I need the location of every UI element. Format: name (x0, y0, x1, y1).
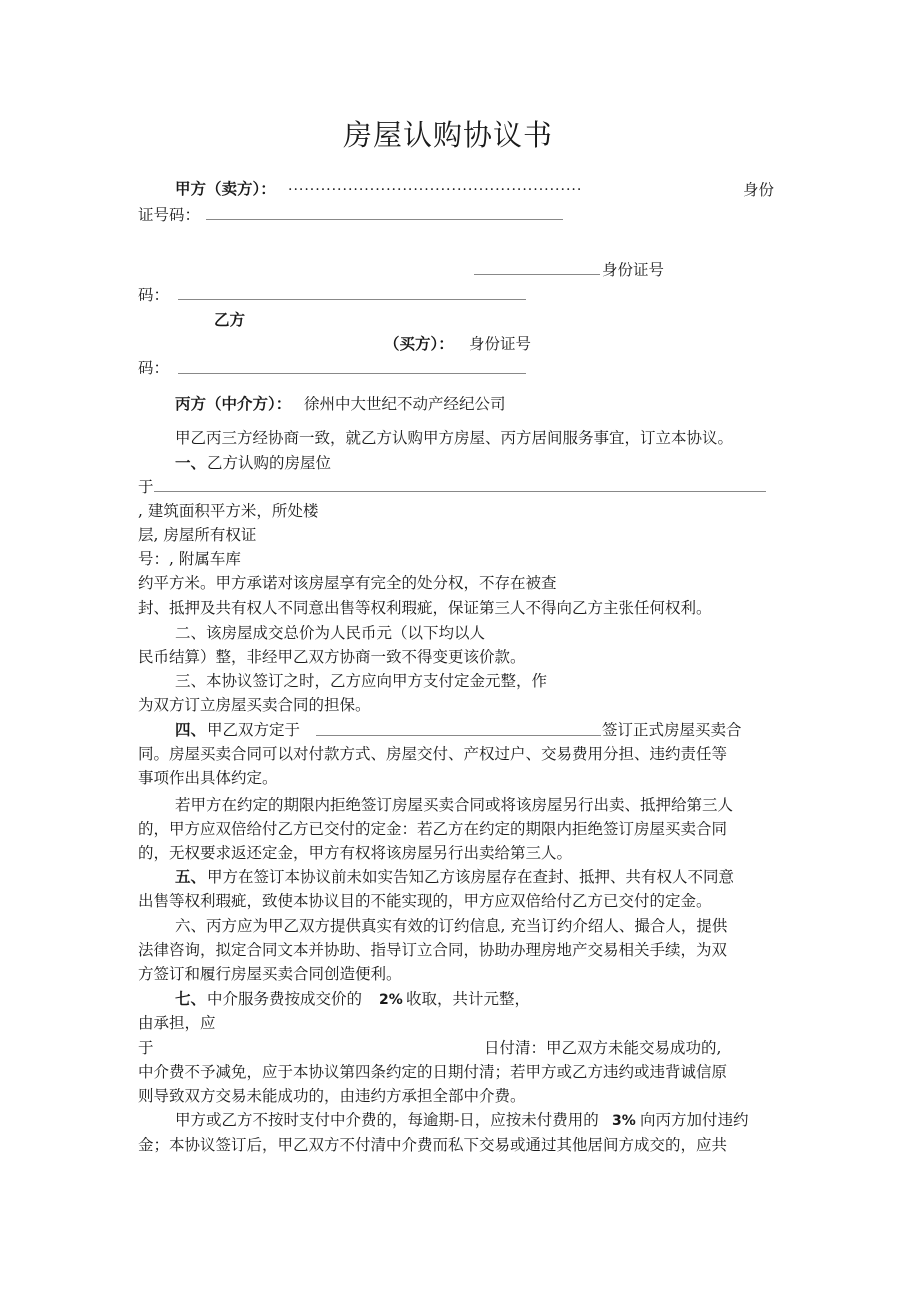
house-location-blank (154, 491, 766, 492)
section-7-p2-line-1b: 向丙方加付违约 (640, 1111, 749, 1129)
seller-id-label: 证号码： (138, 206, 201, 224)
buyer-label-part1: 乙方 (214, 310, 246, 329)
section-4-line-1: 甲乙双方定于 (207, 721, 301, 739)
section-2-line-1: 二、该房屋成交总价为人民币元（以下均以人 (175, 624, 486, 642)
section-7-line-5: 则导致双方交易未能成功的，由违约方承担全部中介费。 (138, 1087, 526, 1105)
section-3-line-2: 为双方订立房屋买卖合同的担保。 (138, 696, 371, 714)
document-title: 房屋认购协议书 (343, 118, 554, 152)
section-1-yu: 于 (138, 478, 154, 496)
section-4-number: 四、 (175, 720, 207, 739)
section-5-number: 五、 (175, 867, 207, 886)
section-1-line-5: 约平方米。甲方承诺对该房屋享有完全的处分权，不存在被查 (138, 574, 557, 592)
section-7-line-1a: 中介服务费按成交价的 (207, 990, 363, 1008)
section-7-number: 七、 (175, 989, 207, 1008)
section-2-line-2: 民币结算）整，非经甲乙双方协商一致不得变更该价款。 (138, 648, 526, 666)
agent-name: 徐州中大世纪不动产经纪公司 (304, 395, 506, 413)
seller-name-blank: ...................................................... (288, 178, 583, 194)
section-4-line-3: 事项作出具体约定。 (138, 769, 278, 787)
section-7-line-2: 由承担，应 (138, 1014, 216, 1032)
section-6-line-2: 法律咨询，拟定合同文本并协助、指导订立合同，协助办理房地产交易相关手续，为双 (138, 941, 728, 959)
section-7-p2-line-2: 金；本协议签订后，甲乙双方不付清中介费而私下交易或通过其他居间方成交的，应共 (138, 1136, 728, 1154)
buyer-id-label: 身份证号 (469, 335, 532, 353)
section-5-line-2: 出售等权利瑕疵，致使本协议目的不能实现的，甲方应双倍给付乙方已交付的定金。 (138, 892, 712, 910)
section-4-p2-line-1: 若甲方在约定的期限内拒绝签订房屋买卖合同或将该房屋另行出卖、抵押给第三人 (175, 796, 734, 814)
section-7-line-3a: 于 (138, 1039, 154, 1057)
section-6-line-3: 方签订和履行房屋买卖合同创造便利。 (138, 965, 402, 983)
intro-paragraph: 甲乙丙三方经协商一致，就乙方认购甲方房屋、丙方居间服务事宜，订立本协议。 (175, 429, 734, 447)
agent-label: 丙方（中介方）： (175, 394, 292, 413)
section-5-line-1: 甲方在签订本协议前未如实告知乙方该房屋存在查封、抵押、共有权人不同意 (207, 868, 735, 886)
id-label-2: 身份证号 (602, 261, 665, 279)
second-party-blank (474, 274, 600, 275)
section-4-p2-line-2: 的，甲方应双倍给付乙方已交付的定金：若乙方在约定的期限内拒绝签订房屋买卖合同 (138, 820, 728, 838)
id-blank-2 (178, 299, 526, 300)
section-7-line-4: 中介费不予减免，应于本协议第四条约定的日期付清；若甲方或乙方违约或违背诚信原 (138, 1063, 728, 1081)
section-1-line-3: 层, 房屋所有权证 (138, 526, 257, 544)
id-label-tail: 身份 (743, 181, 775, 199)
section-7-p2-line-1a: 甲方或乙方不按时支付中介费的，每逾期-日，应按未付费用的 (175, 1111, 599, 1129)
section-6-line-1: 六、丙方应为甲乙双方提供真实有效的订约信息, 充当订约介绍人、撮合人，提供 (175, 917, 728, 935)
section-3-line-1: 三、本协议签订之时，乙方应向甲方支付定金元整，作 (175, 672, 548, 690)
id-label-ma-2: 码： (138, 359, 170, 377)
fee-rate: 2% (379, 992, 403, 1008)
section-4-line-2: 同。房屋买卖合同可以对付款方式、房屋交付、产权过户、交易费用分担、违约责任等 (138, 745, 728, 763)
section-1-number: 一、 (175, 453, 207, 472)
late-fee-rate: 3% (612, 1113, 636, 1129)
section-1-heading: 乙方认购的房屋位 (207, 454, 332, 472)
buyer-label-part2: （买方）： (384, 334, 454, 353)
section-1-line-4: 号：, 附属车库 (138, 550, 241, 568)
id-label-ma-1: 码： (138, 286, 170, 304)
seller-label: 甲方（卖方）： (175, 179, 276, 198)
buyer-id-blank (178, 373, 526, 374)
section-1-line-2: , 建筑面积平方米，所处楼 (138, 502, 319, 520)
section-1-line-6: 封、抵押及共有权人不同意出售等权利瑕疵，保证第三人不得向乙方主张任何权利。 (138, 599, 712, 617)
seller-id-blank (206, 219, 563, 220)
contract-date-blank (316, 735, 601, 736)
section-7-line-1b: 收取，共计元整， (406, 990, 531, 1008)
section-4-line-1b: 签订正式房屋买卖合 (602, 721, 742, 739)
section-7-line-3b: 日付清：甲乙双方未能交易成功的, (484, 1039, 722, 1057)
section-4-p2-line-3: 的，无权要求返还定金，甲方有权将该房屋另行出卖给第三人。 (138, 844, 573, 862)
